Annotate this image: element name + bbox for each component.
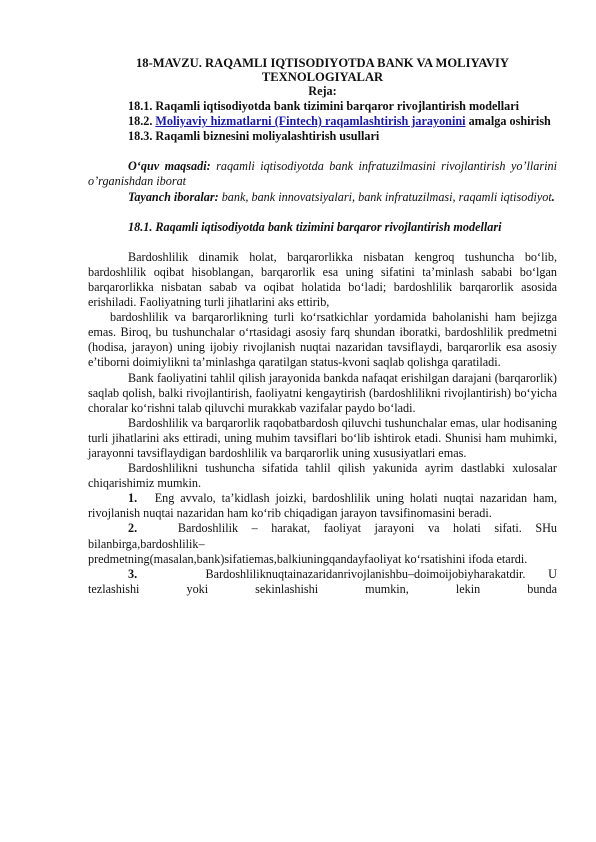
list-number-1: 1. — [128, 491, 138, 506]
list-text-1: Eng avvalo, ta’kidlash joizki, bardoshlilik uning holati nuqtai nazaridan ham, rivojlanish nuqtai nazaridan ham ko‘rib chiqadigan jarayon tavsifinomasini beradi. — [88, 491, 558, 521]
list-text-3a: Bardoshliliknuqtainazaridanrivojlanishbu–doimoijobiyharakatdir. U — [205, 566, 557, 581]
plan-label: Reja: — [308, 84, 337, 98]
keywords — [88, 190, 557, 205]
plan-item-1: 18.1. Raqamli iqtisodiyotda bank tizimini barqaror rivojlantirish modellari — [128, 99, 520, 114]
title-line-2: TEXNOLOGIYALAR — [261, 70, 384, 84]
keywords-text: bank, bank innovatsiyalari, bank infratuzilmasi, raqamli iqtisodiyot — [218, 189, 552, 204]
spacer — [88, 235, 557, 250]
list-number-2: 2. — [128, 521, 138, 536]
spacer — [88, 144, 557, 159]
section-heading: 18.1. Raqamli iqtisodiyotda bank tizimini barqaror rivojlantirish modellari — [128, 219, 502, 234]
word: lekin — [455, 581, 481, 596]
word: mumkin, — [365, 581, 409, 596]
paragraph-1a: Bardoshlilik dinamik holat, barqarorlikka nisbatan kengroq tushuncha bo‘lib, bardoshlilik oqibat hisoblangan, barqarorlik esa uning sifatini ta’minlash sababi bo‘lgan barqarorlikka nisbatan sabab va oqibat holatida bo‘ladi; bardoshlilik barqarorlik asosida erishiladi. Faoliyatning turli jihatlarini aks ettirib, — [88, 249, 557, 310]
plan-item-2 — [88, 114, 557, 129]
list-item-1 — [88, 491, 557, 521]
plan-item-2-link[interactable]: Moliyaviy hizmatlarni (Fintech) raqamlashtirish jarayonini — [155, 114, 466, 129]
plan-item-2-number: 18.2. — [128, 114, 156, 129]
word: bunda — [527, 581, 558, 596]
list-item-2 — [88, 521, 557, 551]
paragraph-4: Bardoshlilikni tushuncha sifatida tahlil qilish yakunida ayrim dastlabki xulosalar chiqarishimiz mumkin. — [88, 461, 557, 491]
list-item-2-cont: predmetning(masalan,bank)sifatiemas,balkiuningqandayfaoliyat ko‘rsatishini ifoda etardi. — [88, 551, 528, 566]
word: tezlashishi — [88, 581, 140, 596]
plan-item-2-rest: amalga oshirish — [465, 114, 551, 129]
goal-text: raqamli iqtisodiyotda bank infratuzilmasini rivojlantirish yo’llarini o’rganishdan iborat — [88, 159, 557, 189]
learning-goal — [88, 159, 557, 189]
word: sekinlashishi — [255, 581, 319, 596]
spacer — [88, 205, 557, 220]
list-number-3: 3. — [128, 566, 138, 581]
paragraph-3: Bardoshlilik va barqarorlik raqobatbardosh qiluvchi tushunchalar emas, ular hodisaning turli jihatlarini aks ettiradi, uning muhim tavsiflari bo‘lib ishtirok etadi. Shunisi ham muhimki, jarayonni tavsiflaydigan bardoshlilik va barqarorlik uning xususiyatlari emas. — [88, 415, 557, 460]
keywords-label: Tayanch iboralar: — [128, 189, 219, 204]
list-item-3-cont — [88, 582, 557, 597]
plan-item-3: 18.3. Raqamli biznesini moliyalashtirish usullari — [128, 129, 380, 144]
goal-label: O‘quv maqsadi: — [128, 159, 211, 174]
paragraph-1b: bardoshlilik va barqarorlikning turli ko‘rsatkichlar yordamida baholanishi ham bejizga emas. Biroq, bu tushunchalar o‘rtasidagi asosiy farq shundan iboratki, bardoshlilik predmetni (hodisa, jarayon) uning ijobiy rivojlanish nuqtai nazaridan tavsiflaydi, barqarorlik esa asosiy e’tiborni doimiylikni ta’minlashga qaratilgan status-kvoni saqlab qolishga qaratiladi. — [88, 310, 557, 370]
title-line-1: 18-MAVZU. RAQAMLI IQTISODIYOTDA BANK VA MOLIYAVIY — [136, 56, 509, 70]
keywords-end: . — [551, 189, 555, 204]
word: yoki — [186, 581, 209, 596]
list-text-2a: Bardoshlilik – harakat, faoliyat jarayoni va holati sifati. SHu bilanbirga,bardoshlilik– — [88, 521, 558, 551]
paragraph-2: Bank faoliyatini tahlil qilish jarayonida bankda nafaqat erishilgan darajani (barqarorlik) saqlab qolish, balki rivojlantirish, faoliyatni kengaytirish (bardoshlilikni rivojlantirish) bo‘yicha choralar ko‘rishni talab qiluvchi murakkab vazifalar paydo bo‘ladi. — [88, 370, 557, 415]
document-page — [88, 56, 557, 597]
document-title — [88, 56, 557, 84]
list-item-3 — [88, 567, 557, 582]
